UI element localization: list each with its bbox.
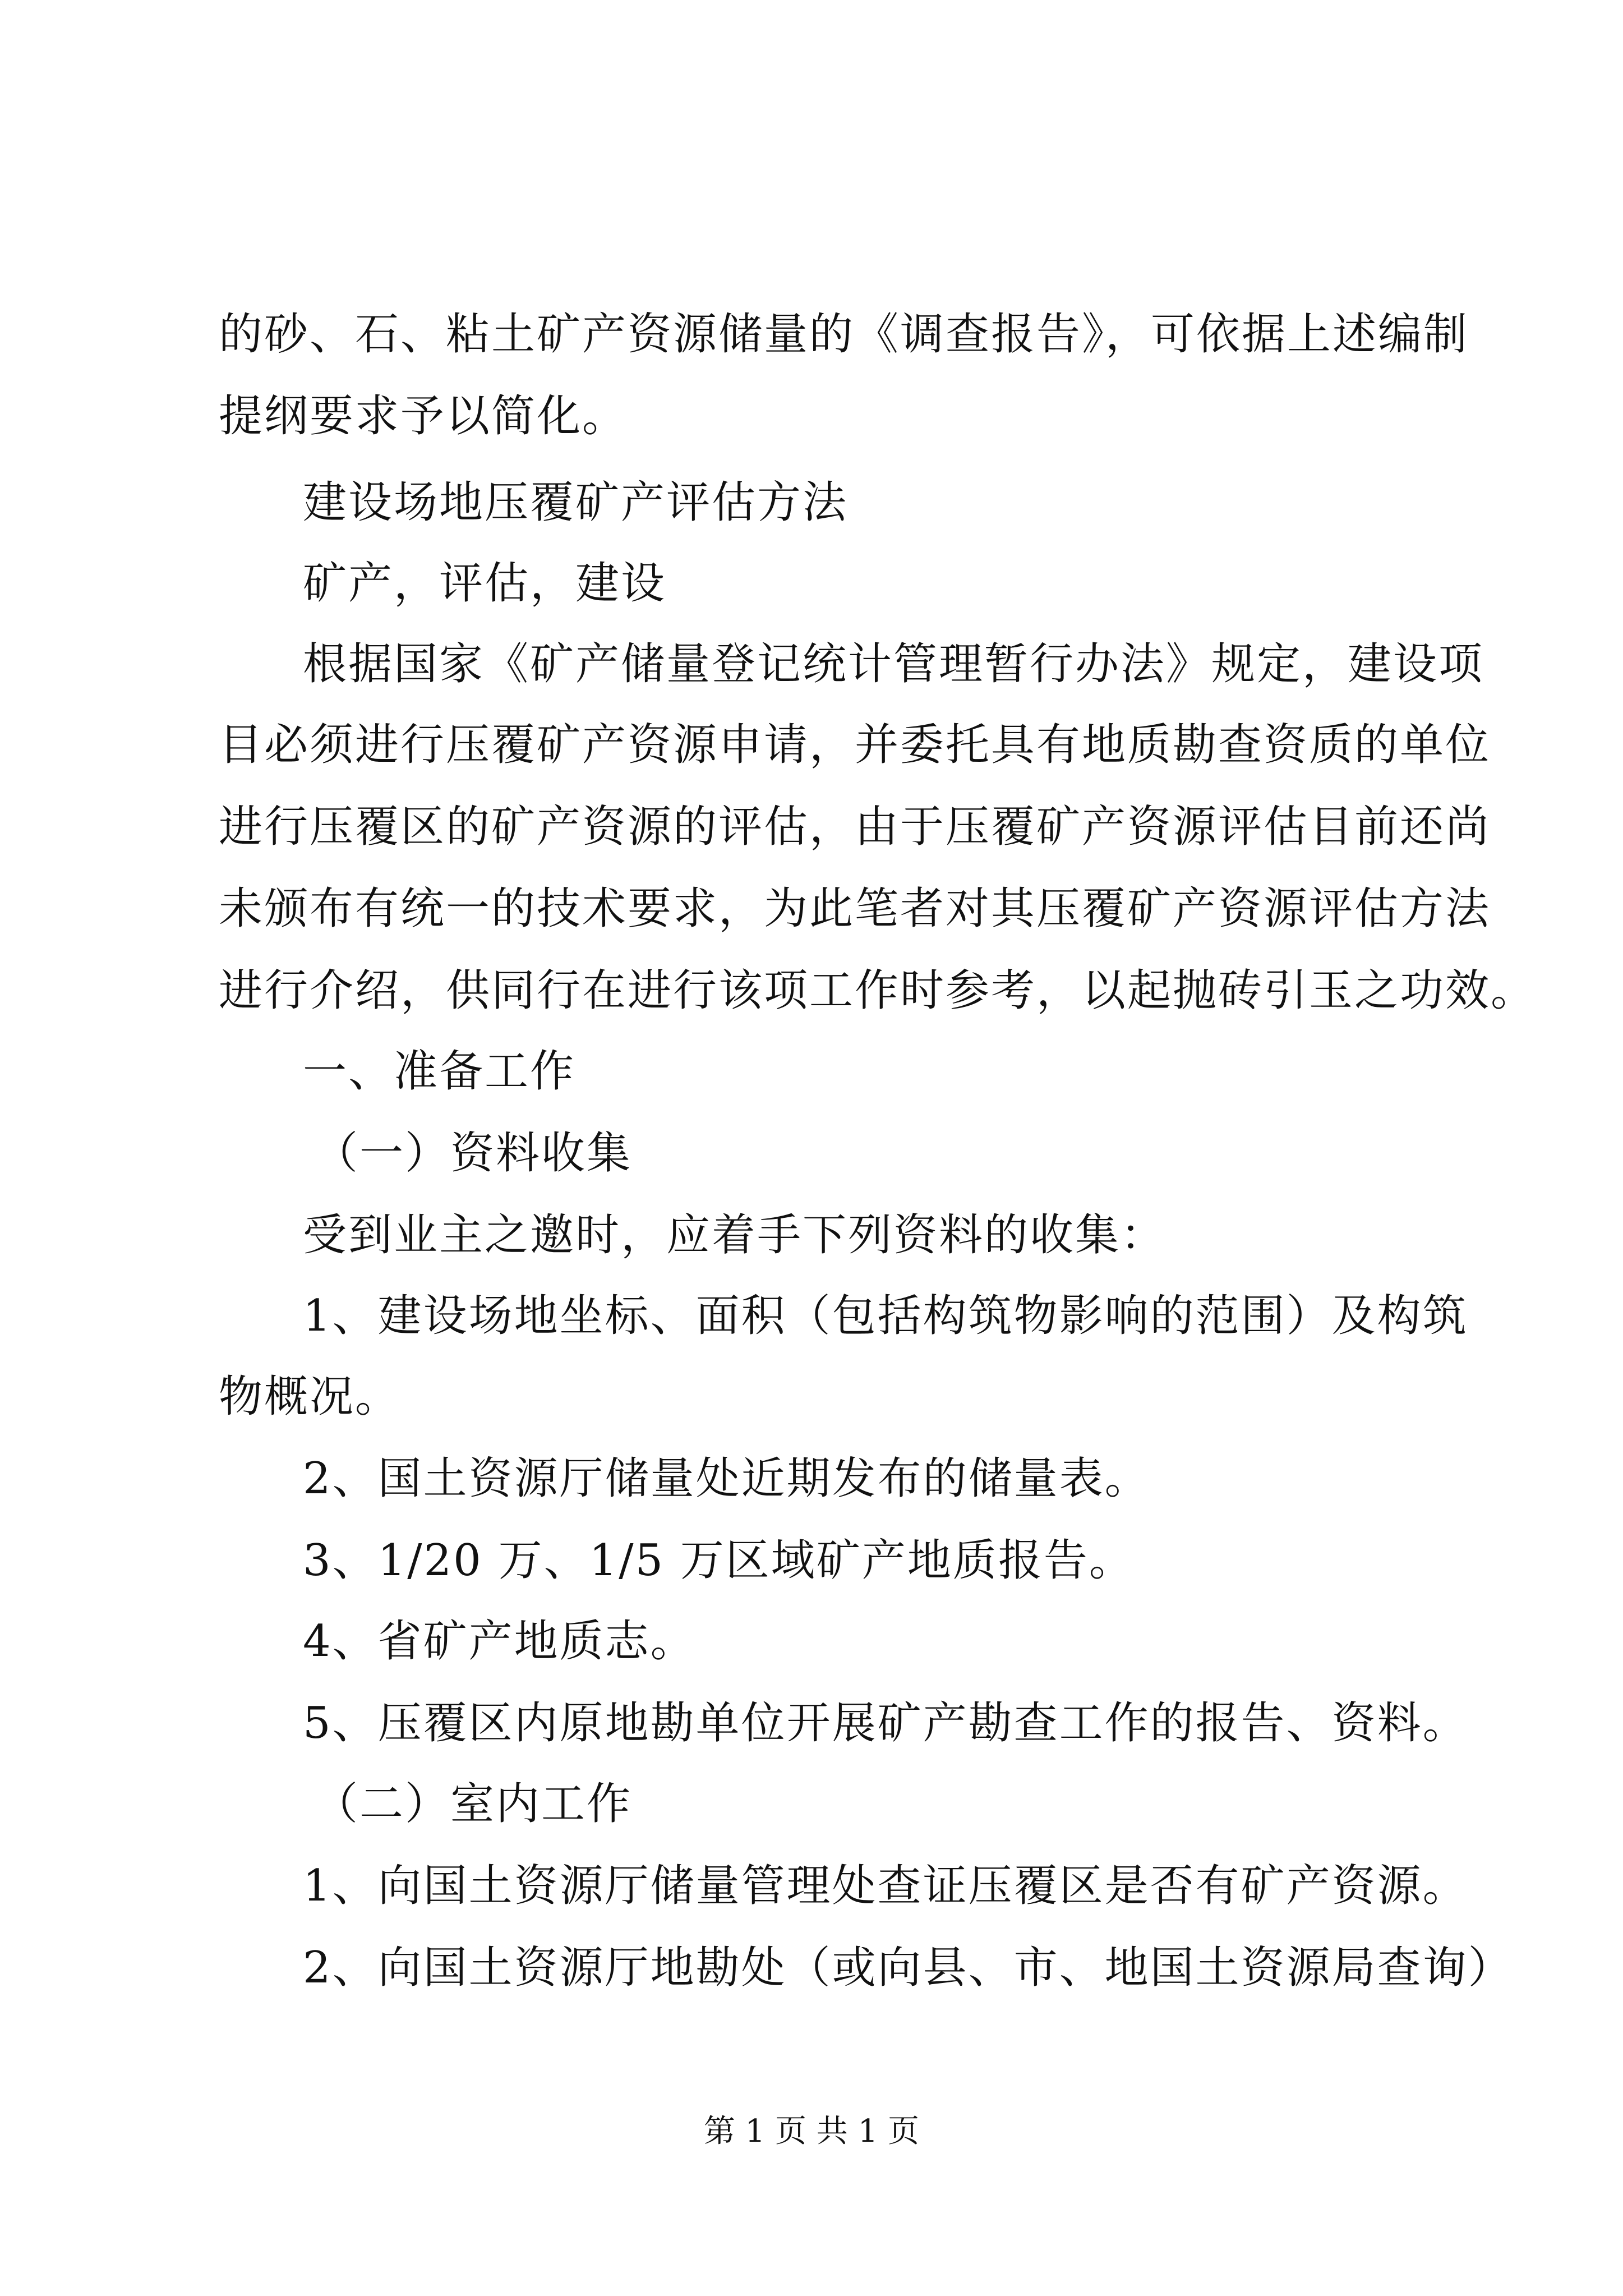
body-line-2: 提纲要求予以简化。 xyxy=(219,391,628,441)
body-line-7: 进行压覆区的矿产资源的评估，由于压覆矿产资源评估目前还尚 xyxy=(219,802,1491,852)
body-line-5: 根据国家《矿产储量登记统计管理暂行办法》规定，建设项 xyxy=(303,639,1484,689)
section-heading-1: 一、准备工作 xyxy=(303,1046,576,1097)
list-item-2: 2、国土资源厅储量处近期发布的储量表。 xyxy=(303,1453,1150,1504)
body-line-12: 受到业主之邀时，应着手下列资料的收集： xyxy=(303,1210,1166,1260)
body-line-9: 进行介绍，供同行在进行该项工作时参考，以起抛砖引玉之功效。 xyxy=(219,965,1537,1016)
body-line-8: 未颁布有统一的技术要求，为此笔者对其压覆矿产资源评估方法 xyxy=(219,884,1491,934)
list-item-7: 2、向国土资源厅地勘处（或向县、市、地国土资源局查询） xyxy=(303,1943,1514,1993)
body-line-1: 的砂、石、粘土矿产资源储量的《调查报告》，可依据上述编制 xyxy=(219,309,1469,360)
list-item-1: 1、建设场地坐标、面积（包括构筑物影响的范围）及构筑 xyxy=(303,1291,1468,1341)
article-title: 建设场地压覆矿产评估方法 xyxy=(303,477,849,528)
subsection-heading-2: （二）室内工作 xyxy=(314,1779,633,1829)
list-item-3: 3、1/20 万、1/5 万区域矿产地质报告。 xyxy=(303,1535,1135,1586)
list-item-1-continued: 物概况。 xyxy=(219,1372,401,1422)
list-item-6: 1、向国土资源厅储量管理处查证压覆区是否有矿产资源。 xyxy=(303,1861,1468,1911)
list-item-5: 5、压覆区内原地勘单位开展矿产勘查工作的报告、资料。 xyxy=(303,1698,1468,1749)
keywords-line: 矿产，评估，建设 xyxy=(303,558,667,609)
subsection-heading-1: （一）资料收集 xyxy=(314,1128,633,1179)
body-line-6: 目必须进行压覆矿产资源申请，并委托具有地质勘查资质的单位 xyxy=(219,720,1491,770)
page-number-footer: 第 1 页 共 1 页 xyxy=(703,2113,920,2150)
list-item-4: 4、省矿产地质志。 xyxy=(303,1616,696,1667)
